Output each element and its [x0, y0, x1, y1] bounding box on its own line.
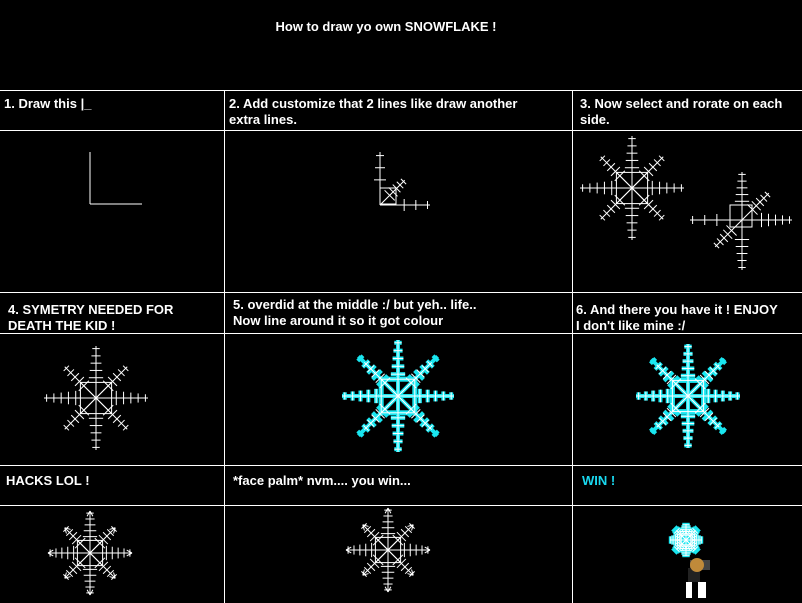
win-snowflake [670, 524, 702, 556]
caption-line: 2. Add customize that 2 lines like draw another [229, 96, 518, 111]
stroke [380, 180, 405, 205]
center-square [730, 205, 752, 227]
center-square [380, 188, 396, 204]
caption-line: Now line around it so it got colour [233, 313, 444, 328]
caption-line: 1. Draw this |_ [4, 96, 92, 111]
stroke [742, 193, 769, 220]
caption-line: I don't like mine :/ [576, 318, 686, 333]
partial-snowflake [374, 152, 430, 211]
caption-line: extra lines. [229, 112, 297, 127]
caption-line: HACKS LOL ! [6, 473, 90, 488]
caption-line: WIN ! [582, 473, 616, 488]
caption-line: 5. overdid at the middle :/ but yeh.. life.. [233, 297, 477, 312]
snowflake-rotated-a [580, 136, 684, 240]
caption-line: DEATH THE KID ! [8, 318, 116, 333]
caption-line: 3. Now select and rorate on each [580, 96, 783, 111]
final-snowflake [636, 344, 740, 448]
symmetric-snowflake [44, 346, 148, 450]
stroke [715, 220, 742, 247]
hack-snowflake-2 [346, 508, 430, 592]
character-part [686, 582, 692, 598]
character-figure [686, 558, 710, 598]
character-part [698, 582, 706, 598]
hack-snowflake [48, 511, 132, 595]
page-title: How to draw yo own SNOWFLAKE ! [275, 19, 497, 34]
l-shape-drawing [90, 152, 142, 204]
caption-line: *face palm* nvm.... you win... [233, 473, 411, 488]
caption-line: side. [580, 112, 610, 127]
caption-line: 4. SYMETRY NEEDED FOR [8, 302, 174, 317]
snowflake-rotated-b [690, 172, 792, 270]
character-head [690, 558, 704, 572]
caption-line: 6. And there you have it ! ENJOY [576, 302, 778, 317]
colored-snowflake [342, 340, 454, 452]
